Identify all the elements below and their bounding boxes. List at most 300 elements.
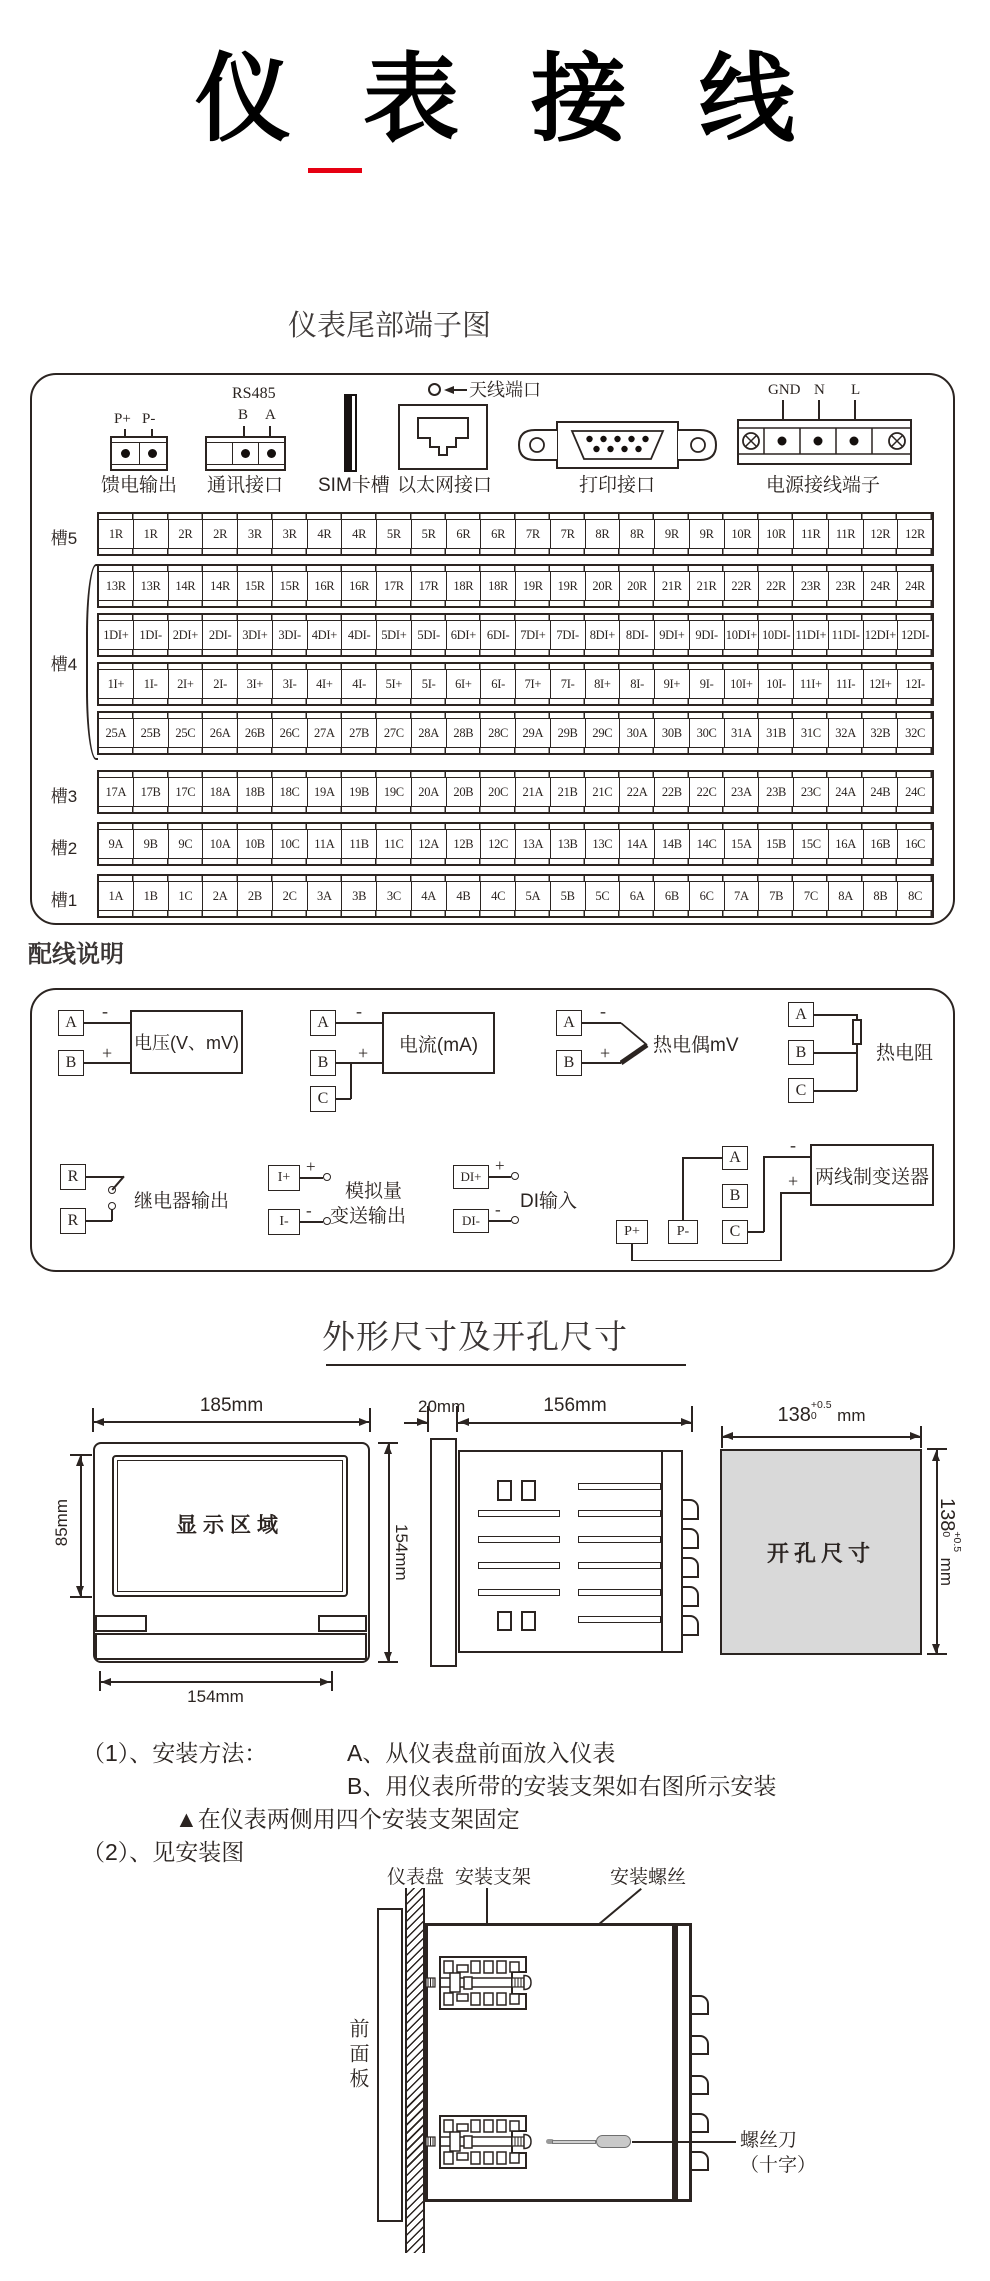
- terminal-cell: 7I-: [551, 670, 586, 698]
- wire: [86, 1176, 124, 1178]
- terminal-cell: 23B: [759, 778, 794, 806]
- terminal-cell: 18R: [481, 572, 516, 600]
- pin-leader: [269, 426, 271, 436]
- terminal-cell: 8R: [586, 520, 621, 548]
- terminal-cell: 20C: [481, 778, 516, 806]
- dim-sub: 0: [810, 1410, 817, 1423]
- terminal-box: B: [58, 1050, 84, 1076]
- terminal-box: B: [310, 1050, 336, 1076]
- vent-slot: [478, 1536, 560, 1543]
- terminal-cell: 28C: [481, 719, 516, 747]
- terminal-cell: 2DI+: [169, 621, 204, 649]
- terminal-cell: 6DI+: [447, 621, 482, 649]
- terminal-cell: 7B: [759, 882, 794, 910]
- terminal-cell: 24C: [905, 784, 926, 799]
- terminal-row-slot4-current: [97, 662, 934, 706]
- terminal-cell: 9C: [169, 830, 204, 858]
- diagram-label: 继电器输出: [134, 1191, 230, 1212]
- terminal-box: A: [556, 1010, 582, 1036]
- terminal-cell: 2B: [238, 882, 273, 910]
- terminal-cell: 17C: [169, 778, 204, 806]
- terminal-cell: 12R: [905, 526, 926, 541]
- terminal-cell: 7R: [551, 520, 586, 548]
- diagram-label: 热电偶mV: [653, 1035, 739, 1056]
- terminal-cell: 32C: [905, 725, 926, 740]
- terminal-cell: 29C: [586, 719, 621, 747]
- sign-minus: -: [102, 1001, 108, 1021]
- terminal-row-slot4-relay: [97, 564, 934, 608]
- vent-slot: [478, 1589, 560, 1596]
- vent-slot: [578, 1536, 661, 1543]
- terminal-cell: 16A: [829, 830, 864, 858]
- terminal-cell: 27C: [377, 719, 412, 747]
- terminal-cell: 4DI+: [308, 621, 343, 649]
- sign-plus: +: [600, 1043, 611, 1063]
- terminal-cell: 9DI+: [655, 621, 690, 649]
- terminal-cell: 26B: [238, 719, 273, 747]
- screwdriver-shaft: [552, 2140, 596, 2144]
- terminal-cell: 8C: [908, 888, 923, 903]
- connector-label: 电源接线端子: [766, 475, 881, 496]
- terminal-box: B: [788, 1040, 814, 1065]
- dim-label-height: 154mm: [392, 1524, 411, 1581]
- terminal-cell: 32A: [829, 719, 864, 747]
- terminal-row-slot4-abc: [97, 711, 934, 755]
- dim-line: [100, 1681, 331, 1683]
- terminal-cell: 1DI+: [99, 621, 134, 649]
- front-bottom-band: [95, 1633, 367, 1660]
- terminal-cell: 14B: [655, 830, 690, 858]
- terminal-cell: 17A: [99, 778, 134, 806]
- terminal-cell: 8R: [620, 520, 655, 548]
- terminal-cell: 32B: [864, 719, 899, 747]
- dim-arrow: [94, 1418, 104, 1426]
- mounting-clip: [692, 2151, 709, 2171]
- sign-minus: -: [356, 1001, 362, 1021]
- terminal-cell: 14C: [690, 830, 725, 858]
- vent-square: [497, 1480, 512, 1501]
- terminal-dot: [241, 449, 250, 458]
- diagram-label: DI输入: [520, 1191, 578, 1212]
- vent-slot: [578, 1510, 661, 1517]
- terminal-box: B: [556, 1050, 582, 1076]
- terminal-cell: 17B: [134, 778, 169, 806]
- terminal-strip: [99, 806, 932, 812]
- terminal-cell: 9R: [690, 520, 725, 548]
- terminal-cell: 13B: [551, 830, 586, 858]
- terminal-cell: 7C: [794, 882, 829, 910]
- sign-minus: -: [495, 1200, 501, 1219]
- vent-slot: [578, 1589, 661, 1596]
- connector-label: 通讯接口: [207, 475, 284, 496]
- dim-line: [80, 1455, 82, 1597]
- terminal-cell: 12I-: [905, 676, 925, 691]
- terminal-cell: 8B: [864, 882, 899, 910]
- terminal-cell: [233, 443, 259, 464]
- sim-slot-gap: [352, 396, 355, 470]
- front-panel-label: 前面板: [346, 2018, 368, 2093]
- terminal-cell: 16R: [342, 572, 377, 600]
- slot-label-5: 槽5: [50, 529, 78, 548]
- terminal-cell: 4B: [447, 882, 482, 910]
- terminal-cell: [207, 443, 233, 464]
- terminal-cell: 18C: [273, 778, 308, 806]
- install-step2: （2）、见安装图: [82, 1839, 245, 1865]
- dim-unit: mm: [936, 1557, 956, 1586]
- terminal-cell: 2R: [169, 520, 204, 548]
- terminal-cell: 15C: [794, 830, 829, 858]
- terminal-cell: 5R: [412, 520, 447, 548]
- connector-label: 打印接口: [579, 475, 656, 496]
- terminal-cell: 13A: [516, 830, 551, 858]
- terminal-cell: 4R: [308, 520, 343, 548]
- terminal-strip: [99, 649, 932, 655]
- terminal-cell: 19C: [377, 778, 412, 806]
- wire: [748, 1231, 764, 1233]
- terminal-cell: 25A: [99, 719, 134, 747]
- terminal-cell: 1B: [134, 882, 169, 910]
- terminal-cell: 11I+: [794, 670, 829, 698]
- wire: [350, 1062, 352, 1099]
- terminal-cell: 21B: [551, 778, 586, 806]
- device-box: 电压(V、mV): [130, 1010, 243, 1074]
- wire: [631, 1244, 633, 1261]
- panel-hatch: [405, 1888, 425, 2253]
- terminal-cell: 15R: [273, 572, 308, 600]
- terminal-cell: 6A: [620, 882, 655, 910]
- sim-slot-icon: [344, 394, 357, 472]
- cutout-square: [720, 1449, 922, 1655]
- vent-slot: [578, 1562, 661, 1569]
- mounting-clip: [692, 2035, 709, 2055]
- terminal-strip: [99, 600, 932, 606]
- terminal-cell: 9R: [655, 520, 690, 548]
- mounting-clip: [683, 1615, 699, 1636]
- diagram-label: 变送输出: [330, 1206, 407, 1227]
- connector-label: 天线端口: [469, 380, 541, 400]
- wire: [780, 1192, 782, 1261]
- vent-square: [497, 1611, 512, 1631]
- vent-slot: [578, 1483, 661, 1490]
- terminal-box: DI-: [453, 1209, 489, 1233]
- terminal-cell: 5B: [551, 882, 586, 910]
- terminal-cell: 9I-: [690, 670, 725, 698]
- terminal-cell: 21C: [586, 778, 621, 806]
- terminal-strip: [99, 548, 932, 554]
- terminal-cell: 18R: [447, 572, 482, 600]
- terminal-cell: 6C: [690, 882, 725, 910]
- terminal-cell: 12C: [481, 830, 516, 858]
- dim-arrow: [76, 1586, 84, 1596]
- terminal-cell: 2C: [273, 882, 308, 910]
- terminal-cell: 21R: [655, 572, 690, 600]
- wire: [763, 1156, 810, 1158]
- dim-label-cutout-width: [722, 1400, 921, 1428]
- cutout-label: 开孔尺寸: [766, 1540, 875, 1566]
- pin-leader: [124, 429, 126, 436]
- terminal-box: A: [58, 1010, 84, 1036]
- dim-label-bezel: 20mm: [418, 1397, 466, 1416]
- terminal-cell: 16R: [308, 572, 343, 600]
- dim-arrow: [320, 1678, 330, 1686]
- terminal-box: C: [722, 1220, 748, 1244]
- terminal-box: P+: [616, 1220, 648, 1244]
- terminal-cell: 15R: [238, 572, 273, 600]
- dim-arrow: [910, 1432, 920, 1440]
- dim-arrow: [359, 1418, 369, 1426]
- dim-label-screen-height: 85mm: [51, 1499, 71, 1547]
- terminal-cell: 31C: [794, 719, 829, 747]
- terminal-cell: 21R: [690, 572, 725, 600]
- screwdriver-label: 螺丝刀: [740, 2130, 798, 2151]
- terminal-cell: 2I+: [169, 670, 204, 698]
- pin-label: L: [851, 382, 861, 398]
- terminal-cell: 3C: [377, 882, 412, 910]
- device-box: 两线制变送器: [810, 1144, 934, 1206]
- terminal-cell: 27B: [342, 719, 377, 747]
- comm-title: RS485: [232, 385, 276, 402]
- mounting-clip: [683, 1557, 699, 1578]
- terminal-cell: 13R: [134, 572, 169, 600]
- terminal-cell: 14A: [620, 830, 655, 858]
- terminal-box: R: [60, 1164, 86, 1190]
- terminal-cell: 8DI+: [586, 621, 621, 649]
- wire: [814, 1052, 857, 1054]
- sign-minus: -: [306, 1201, 312, 1220]
- terminal-strip: [207, 464, 284, 469]
- terminal-cell: 8I-: [620, 670, 655, 698]
- vent-square: [521, 1611, 536, 1631]
- power-terminal-icon: [737, 416, 912, 468]
- dim-sup: +0.5: [951, 1531, 963, 1553]
- terminal-cell: 12I+: [864, 670, 899, 698]
- terminal-cell: 11DI+: [794, 621, 829, 649]
- terminal-cell: 3B: [342, 882, 377, 910]
- page-title: 仪表接线: [195, 46, 867, 153]
- terminal-cell: 28A: [412, 719, 447, 747]
- terminal-cell: 2A: [203, 882, 238, 910]
- mounting-clip: [692, 2075, 709, 2095]
- pin-label: P-: [142, 411, 156, 427]
- terminal-cell: 5A: [516, 882, 551, 910]
- terminal-row-slot2: [97, 822, 934, 866]
- terminal-cell: 5C: [586, 882, 621, 910]
- terminal-cell: 3DI+: [238, 621, 273, 649]
- terminal-cell: 1DI-: [134, 621, 169, 649]
- terminal-box: B: [722, 1184, 748, 1208]
- terminal-cell: 16B: [864, 830, 899, 858]
- terminal-cell: 22B: [655, 778, 690, 806]
- terminal-cell: 10I-: [759, 670, 794, 698]
- terminal-cell: 20R: [586, 572, 621, 600]
- terminal-cell: 10I+: [725, 670, 760, 698]
- terminal-cell: 6R: [447, 520, 482, 548]
- terminal-cell: 2I-: [203, 670, 238, 698]
- terminal-cell: 2R: [203, 520, 238, 548]
- terminal-cell: 1A: [99, 882, 134, 910]
- terminal-cell: 6R: [481, 520, 516, 548]
- sign-minus: -: [790, 1135, 796, 1155]
- terminal-cell: 6DI-: [481, 621, 516, 649]
- terminal-cell: 11B: [342, 830, 377, 858]
- dim-arrow: [384, 1652, 392, 1662]
- terminal-cell: 6I-: [481, 670, 516, 698]
- dim-line: [93, 1421, 370, 1423]
- vent-slot: [478, 1562, 560, 1569]
- wire: [682, 1157, 722, 1159]
- rear-cover: [675, 1923, 692, 2202]
- wire: [682, 1157, 684, 1220]
- wire: [814, 1090, 857, 1092]
- install-step1: （1）、安装方法：: [82, 1740, 268, 1766]
- terminal-cell: 1R: [134, 520, 169, 548]
- terminal-cell: 14R: [203, 572, 238, 600]
- terminal-cell: 3A: [308, 882, 343, 910]
- terminal-cell: 26A: [203, 719, 238, 747]
- wire: [763, 1156, 765, 1232]
- terminal-cell: 11R: [794, 520, 829, 548]
- dims-section-title: 外形尺寸及开孔尺寸: [322, 1318, 628, 1355]
- terminal-cell: 9A: [99, 830, 134, 858]
- terminal-cell: 13R: [99, 572, 134, 600]
- dim-unit: mm: [837, 1406, 866, 1426]
- antenna-leader: [452, 389, 467, 391]
- sign-plus: +: [495, 1156, 505, 1175]
- terminal-cell: 10DI+: [725, 621, 760, 649]
- terminal-cell: 12DI+: [864, 621, 899, 649]
- terminal-cell: 4R: [342, 520, 377, 548]
- output-node: [323, 1173, 331, 1181]
- dim-arrow: [101, 1678, 111, 1686]
- terminal-cell: 3R: [273, 520, 308, 548]
- wire: [814, 1014, 857, 1016]
- terminal-cell: 5I-: [412, 670, 447, 698]
- mounting-clip: [683, 1586, 699, 1607]
- terminal-cell: 28B: [447, 719, 482, 747]
- sign-plus: +: [102, 1043, 113, 1063]
- pin-label: A: [265, 407, 276, 423]
- terminal-box: A: [788, 1002, 814, 1027]
- terminal-cell: 5DI-: [412, 621, 447, 649]
- terminal-cell: 1I-: [134, 670, 169, 698]
- mounting-clip: [683, 1528, 699, 1549]
- pin-label: P+: [114, 411, 131, 427]
- terminal-cell: 18B: [238, 778, 273, 806]
- dim-label-cutout-height: [934, 1498, 962, 1586]
- dim-sub: 0: [939, 1531, 952, 1538]
- wire: [336, 1098, 351, 1100]
- terminal-cell: 8A: [829, 882, 864, 910]
- terminal-cell: 26C: [273, 719, 308, 747]
- switch-contact: [108, 1202, 116, 1210]
- dim-arrow: [932, 1451, 940, 1461]
- terminal-cell: 3DI-: [273, 621, 308, 649]
- sign-plus: +: [358, 1043, 369, 1063]
- terminal-cell: 15B: [759, 830, 794, 858]
- leader-line: [632, 2141, 736, 2143]
- terminal-cell: 3I+: [238, 670, 273, 698]
- bezel-outline: [430, 1438, 457, 1667]
- terminal-box: C: [310, 1086, 336, 1112]
- terminal-cell: 12R: [864, 520, 899, 548]
- terminal-cell: 4I-: [342, 670, 377, 698]
- terminal-box: A: [722, 1146, 748, 1170]
- terminal-cell: 14R: [169, 572, 204, 600]
- terminal-cell: 23R: [794, 572, 829, 600]
- install-note: ▲在仪表两侧用四个安装支架固定: [175, 1806, 520, 1832]
- terminal-strip: [99, 747, 932, 753]
- terminal-cell: 5DI+: [377, 621, 412, 649]
- sign-plus: +: [306, 1157, 316, 1176]
- screwdriver-handle: [596, 2135, 631, 2148]
- thermocouple-icon: [620, 1014, 654, 1072]
- terminal-cell: 29A: [516, 719, 551, 747]
- mounting-clip: [683, 1499, 699, 1520]
- screw-label: 安装螺丝: [610, 1867, 687, 1888]
- terminal-cell: 3I-: [273, 670, 308, 698]
- install-step1-b: B、用仪表所带的安装支架如右图所示安装: [347, 1773, 777, 1799]
- mounting-bracket: [424, 2113, 540, 2171]
- terminal-cell: 12DI-: [900, 627, 930, 642]
- terminal-cell: 7I+: [516, 670, 551, 698]
- title-divider: [308, 168, 362, 173]
- dim-sup: +0.5: [810, 1399, 832, 1411]
- dim-label-body: 156mm: [543, 1395, 607, 1416]
- install-step1-a: A、从仪表盘前面放入仪表: [347, 1740, 616, 1766]
- terminal-dot: [267, 449, 276, 458]
- terminal-cell: 10R: [725, 520, 760, 548]
- terminal-cell: 2DI-: [203, 621, 238, 649]
- dim-label-width: 185mm: [199, 1395, 264, 1416]
- dim-label-bottom: 154mm: [187, 1687, 244, 1706]
- terminal-strip: [99, 858, 932, 864]
- terminal-cell: 16C: [905, 836, 926, 851]
- printer-port-icon: [515, 420, 720, 470]
- slot-label-1: 槽1: [50, 891, 78, 910]
- terminal-cell: 9B: [134, 830, 169, 858]
- display-area-label: 显示区域: [176, 1513, 284, 1537]
- wire: [631, 1260, 781, 1262]
- connector-label: 以太网接口: [397, 475, 493, 496]
- terminal-cell: 6I+: [447, 670, 482, 698]
- terminal-cell: 11C: [377, 830, 412, 858]
- ethernet-port-icon: [398, 404, 488, 470]
- terminal-cell: 7DI-: [551, 621, 586, 649]
- input-node: [511, 1216, 519, 1224]
- dim-line: [388, 1443, 390, 1663]
- vent-slot: [478, 1510, 560, 1517]
- terminal-cell: 19R: [516, 572, 551, 600]
- antenna-port-icon: [428, 383, 441, 396]
- rear-panel-line: [661, 1452, 663, 1651]
- dim-arrow: [76, 1456, 84, 1466]
- terminal-cell: 25B: [134, 719, 169, 747]
- terminal-box: I+: [268, 1165, 300, 1191]
- terminal-cell: 8DI-: [620, 621, 655, 649]
- terminal-cell: 12A: [412, 830, 447, 858]
- terminal-cell: 1R: [99, 520, 134, 548]
- terminal-cell: 24A: [829, 778, 864, 806]
- terminal-row-slot5: [97, 512, 934, 556]
- dim-line: [458, 1422, 692, 1424]
- terminal-box: DI+: [453, 1165, 489, 1189]
- dim-base: 138: [935, 1498, 958, 1532]
- terminal-cell: 17R: [412, 572, 447, 600]
- terminal-cell: 20A: [412, 778, 447, 806]
- terminal-cell: 15A: [725, 830, 760, 858]
- terminal-cell: 19B: [342, 778, 377, 806]
- terminal-cell: 22R: [725, 572, 760, 600]
